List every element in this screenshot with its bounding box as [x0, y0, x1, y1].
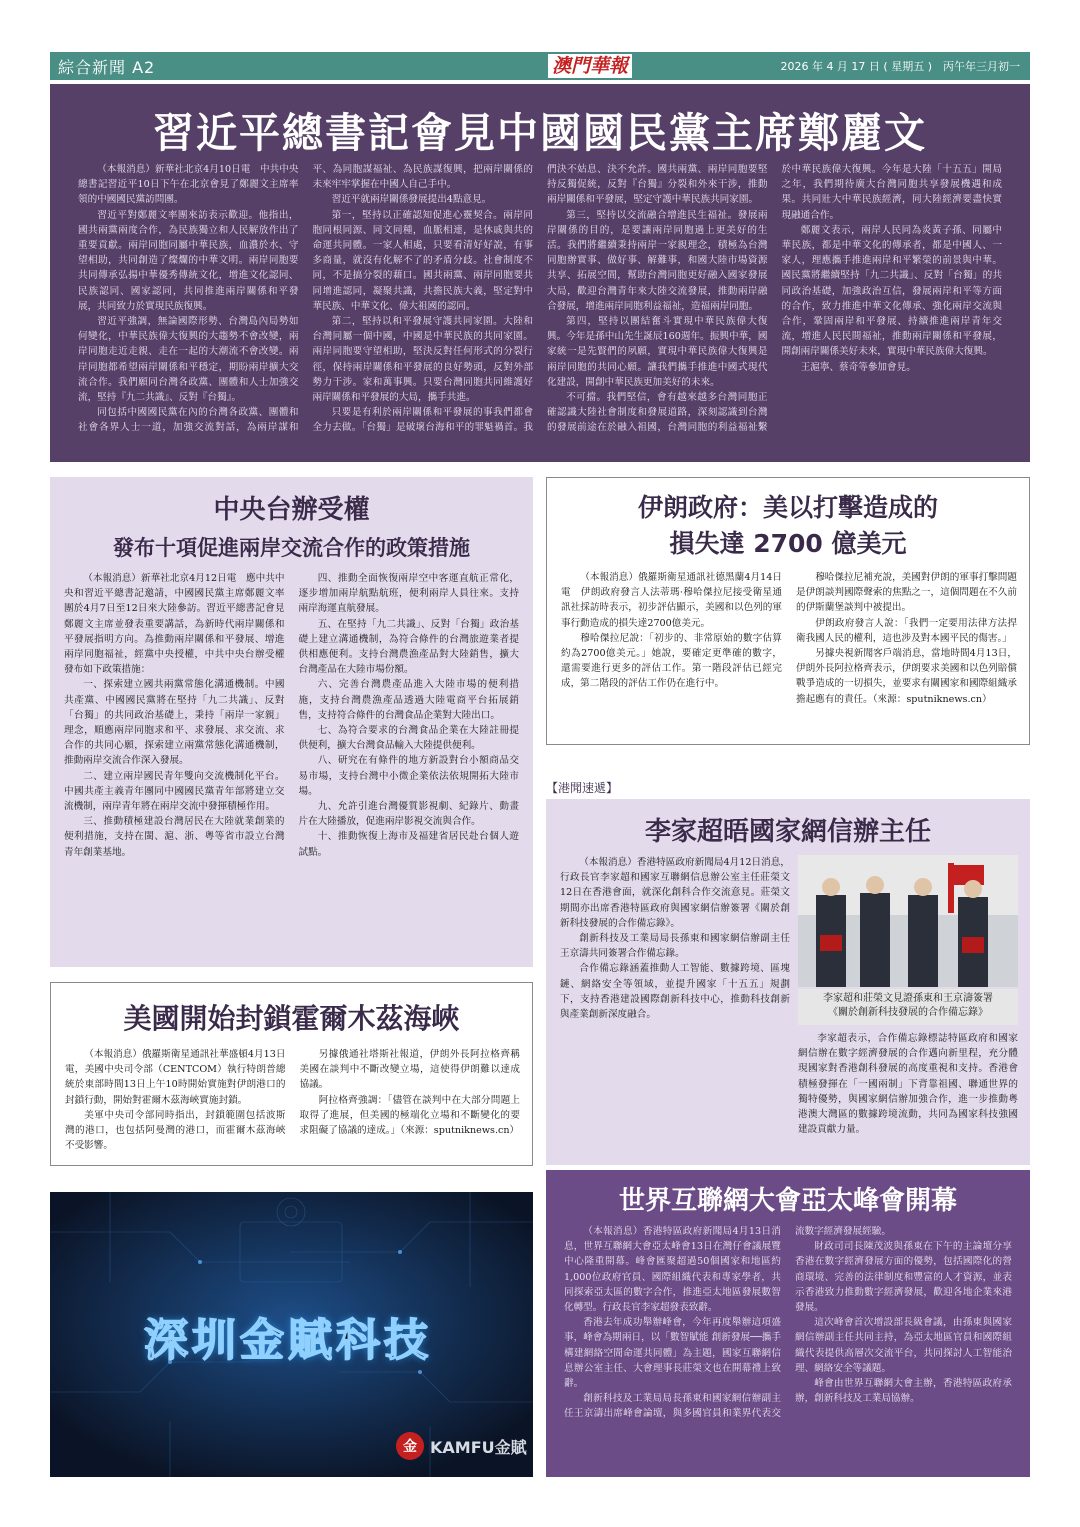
- signing-photo: [798, 855, 1018, 987]
- paragraph: （本報消息）香港特區政府新聞局4月13日消息，世界互聯網大會亞太峰會13日在灣仔會議展覽中心隆重開幕。峰會匯聚超過50個國家和地區約1,000位政府官員、國際組織代表和專家學者，共同探索亞太區的數字合作，推進亞太地區發展數智化轉型。行政長官李家超發表致辭。: [564, 1226, 781, 1314]
- paragraph: 八、研究在有條件的地方新設對台小額商品交易市場，支持台灣中小微企業依法依規開拓大陸市場。: [298, 755, 519, 797]
- hormuz-article: [50, 982, 533, 1166]
- advertisement: [50, 1192, 533, 1477]
- taiwan-subheadline: 發布十項促進兩岸交流合作的政策措施: [113, 536, 470, 560]
- hk-body: [560, 855, 790, 1157]
- top-story: [50, 84, 1030, 462]
- paragraph: 第二，堅持以和平發展守護共同家園。大陸和台灣同屬一個中國，中國是中華民族的共同家園。兩岸同胞要守望相助，堅決反對任何形式的分裂行徑，保持兩岸關係和平發展的良好勢頭，反對外部勢力干涉。家和萬事興。只要台灣同胞共同維護好兩岸關係和平發展的大局，攜手共進。: [312, 316, 533, 404]
- taiwan-headline: 中央台辦受權: [213, 495, 370, 525]
- paragraph: 三、推動積極建設台灣居民在大陸就業創業的便利措施，支持在閩、滬、浙、粵等省市設立台灣青年創業基地。: [64, 816, 285, 858]
- paragraph: 四、推動全面恢復兩岸空中客運直航正常化，逐步增加兩岸航點航班，便利兩岸人員往來。支持兩岸海運直航發展。: [298, 573, 519, 615]
- paragraph: 伊朗政府發言人說：「我們一定要用法律方法捍衛我國人民的權利，這也涉及對本國平民的傷害。」: [796, 617, 1017, 644]
- hk-news-tag: 【港聞速遞】: [546, 781, 619, 795]
- paragraph: 一、探索建立國共兩黨常態化溝通機制。中國共產黨、中國國民黨將在堅持「九二共識」、反對「台獨」的共同政治基礎上，秉持「兩岸一家親」理念，順應兩岸同胞求和平、求發展、求交流、求合作的共同心願，探索建立兩黨常態化溝通機制，推動兩岸交流合作深入發展。: [64, 679, 285, 767]
- caption-line1: 李家超和莊榮文見證孫東和王京濤簽署: [823, 993, 993, 1004]
- paragraph: （本報消息）新華社北京4月10日電 中共中央總書記習近平10日下午在北京會見了鄭麗文主席率領的中國國民黨訪問團。: [78, 164, 299, 206]
- kamfu-logo-icon: 金: [396, 1432, 424, 1460]
- paragraph: 第四，堅持以團結奮斗實現中華民族偉大復興。今年是孫中山先生誕辰160週年。振興中華，國家統一是先賢們的夙願，實現中華民族偉大復興是兩岸同胞的共同心願。讓我們攜手推進中國式現代化建設，開創中華民族更加美好的未來。: [547, 316, 768, 388]
- paragraph: 二、建立兩岸國民青年雙向交流機制化平台。中國共產主義青年團同中國國民黨青年部將建立交流機制，兩岸青年將在兩岸交流中發揮積極作用。: [64, 770, 285, 813]
- signing-photo-graphic: [798, 855, 1018, 987]
- paragraph: 習近平強調，無論國際形勢、台灣島內局勢如何變化，中華民族偉大復興的大趨勢不會改變，兩岸同胞走近走親、走在一起的大潮流不會改變。兩岸同胞都希望兩岸關係和平穩定，期盼兩岸擴大交流合作。我們願同台灣各政黨、團體和人士加強交流，堅持『九二共識』、反對『台獨』。: [78, 316, 299, 404]
- paragraph: 六、完善台灣農產品進入大陸市場的便利措施，支持台灣農漁產品透過大陸電商平台拓展銷售，支持符合條件的台灣食品企業對大陸出口。: [298, 679, 519, 721]
- hk-article: [546, 799, 1030, 1165]
- paragraph: 穆哈傑拉尼補充說，美國對伊朗的軍事打擊問題是伊朗談判國際聲索的焦點之一，這個問題在不久前的伊斯蘭堡談判中被提出。: [796, 572, 1017, 614]
- paragraph: 同包括中國國民黨在內的台灣各政黨、團體和社會各界人士一道，加強交流對話，為兩岸謀和平、為同胞謀福祉、為民族謀復興，把兩岸關係的未來牢牢掌握在中國人自己手中。: [78, 164, 533, 434]
- paragraph: 峰會由世界互聯網大會主辦，香港特區政府承辦，創新科技及工業局協辦。: [795, 1378, 1012, 1405]
- ad-title: 深圳金賦科技: [144, 1315, 432, 1366]
- paragraph: 習近平對鄭麗文率團來訪表示歡迎。他指出，國共兩黨兩度合作，為民族獨立和人民解放作出了重要貢獻。兩岸同胞同屬中華民族，血濃於水、守望相助，共同創造了燦爛的中華文明。兩岸同胞要共同傳承弘揚中華優秀傳統文化，增進文化認同、民族認同、國家認同，共同推進兩岸關係和平發展，共同致力於實現民族復興。: [78, 209, 299, 312]
- hk-body-right: [798, 1031, 1018, 1159]
- paragraph: 美軍中央司令部同時指出，封鎖範圍包括波斯灣的港口，也包括阿曼灣的港口，而霍爾木茲海峽不受影響。: [65, 1109, 286, 1152]
- paragraph: 習近平就兩岸關係發展提出4點意見。: [331, 194, 492, 206]
- wic-body: [564, 1224, 1012, 1472]
- hormuz-body: [65, 1047, 520, 1159]
- paragraph: 創新科技及工業局局長孫東和國家網信辦副主任王京濤出席峰會論壇，與多國官員和業界代表交流數字經濟發展經驗。: [564, 1226, 891, 1420]
- paragraph: （本報消息）香港特區政府新聞局4月12日消息，行政長官李家超和國家互聯網信息辦公室主任莊榮文12日在香港會面，就深化創科合作交流意見。莊榮文期間亦出席香港特區政府與國家網信辦簽署《關於創新科技發展的合作備忘錄》。: [560, 857, 790, 929]
- wic-headline: 世界互聯網大會亞太峰會開幕: [618, 1186, 957, 1216]
- paragraph: 鄭麗文表示，兩岸人民同為炎黃子孫、同屬中華民族，都是中華文化的傳承者，都是中國人、一家人，理應攜手推進兩岸和平繁榮的前景與中華。國民黨將繼續堅持「九二共識」、反對「台獨」的共同政治基礎，加強政治互信，發展兩岸和平等方面的合作，致力推進中華文化傳承、強化兩岸交流與合作，鞏固兩岸和平發展、持續推進兩岸青年交流，增進人民民間福祉，推動兩岸關係和平發展，開創兩岸關係美好未來，實現中華民族偉大復興。: [781, 224, 1002, 358]
- paragraph: （本報消息）俄羅斯衛星通訊社德黑蘭4月14日電 伊朗政府發言人法蒂瑪·穆哈傑拉尼接受衛星通訊社採訪時表示，初步評估顯示，美國和以色列的軍事行動造成的損失達2700億美元。: [561, 572, 782, 629]
- top-story-headline: 習近平總書記會見中國國民黨主席鄭麗文: [153, 109, 927, 157]
- paragraph: （本報消息）俄羅斯衛星通訊社華盛頓4月13日電，美國中央司令部（CENTCOM）執行特朗普總統於東部時間13日上午10時開始實施對伊朗港口的封鎖行動，開始對霍爾木茲海峽實施封鎖。: [65, 1049, 286, 1106]
- wic-article: [546, 1170, 1030, 1477]
- iran-headline: [547, 490, 1029, 562]
- masthead: [50, 52, 1030, 80]
- taiwan-article: [50, 477, 533, 967]
- photo-caption: [798, 989, 1018, 1025]
- paragraph: 合作備忘錄涵蓋推動人工智能、數據跨境、區塊鏈、網絡安全等領域，並提升國家「十五五」規劃下，支持香港建設國際創新科技中心，推動科技創新與產業創新深度融合。: [560, 963, 790, 1021]
- paragraph: 李家超表示，合作備忘錄標誌特區政府和國家網信辦在數字經濟發展的合作邁向新里程，充分體現國家對香港創科發展的高度重視和支持。香港會積極發揮在「一國兩制」下背靠祖國、聯通世界的獨特優勢，與國家網信辦加強合作，進一步推動粵港澳大灣區的數據跨境流動，共同為國家科技強國建設貢獻力量。: [798, 1033, 1018, 1136]
- paragraph: 另據央視新聞客戶端消息，當地時間4月13日，伊朗外長阿拉格齊表示，伊朗要求美國和以色列賠償戰爭造成的一切損失，並要求有關國家和國際組織承擔起應有的責任。（來源：sputniknews.cn）: [796, 648, 1017, 705]
- paragraph: 第三，堅持以交流融合增進民生福祉。發展兩岸關係的目的，是要讓兩岸同胞過上更美好的生活。我們將繼續秉持兩岸一家親理念，積極為台灣同胞辦實事、做好事、解難事，和國大陸市場資源共享、拓展空間，幫助台灣同胞更好融入國家發展大局，歡迎台灣青年來大陸交流發展，推動兩岸融合發展，增進兩岸同胞利益福祉，造福兩岸同胞。: [547, 209, 768, 312]
- paragraph: 另據俄通社塔斯社報道，伊朗外長阿拉格齊稱美國在談判中不斷改變立場，這使得伊朗難以達成協議。: [299, 1049, 520, 1091]
- paragraph: （本報消息）新華社北京4月12日電 應中共中央和習近平總書記邀請，中國國民黨主席鄭麗文率團於4月7日至12日來大陸參訪。習近平總書記會見鄭麗文主席並發表重要講話，為新時代兩岸關係和平發展指明方向。為推動兩岸關係和平發展、增進兩岸同胞福祉，經黨中央授權，中共中央台辦受權發布如下政策措施：: [64, 573, 285, 676]
- paragraph: 十、推動恢復上海市及福建省居民赴台個人遊試點。: [298, 831, 519, 858]
- caption-line2: 《關於創新科技發展的合作備忘錄》: [828, 1007, 988, 1018]
- paragraph: 這次峰會首次增設部長級會議，由孫東與國家網信辦副主任共同主持，為亞太地區官員和國際組織代表提供高層次交流平台，共同探討人工智能治理、網絡安全等議題。: [795, 1317, 1012, 1374]
- paragraph: 七、為符合要求的台灣食品企業在大陸註冊提供便利，擴大台灣食品輸入大陸提供便利。: [298, 725, 519, 752]
- paragraph: 五、在堅持「九二共識」、反對「台獨」政治基礎上建立溝通機制，為符合條件的台灣旅遊業者提供相應便利。支持台灣農漁產品對大陸銷售，擴大台灣產品在大陸市場份額。: [298, 618, 519, 676]
- paragraph: 九、允許引進台灣優質影視劇、紀錄片、動畫片在大陸播放，促進兩岸影視交流與合作。: [298, 801, 519, 828]
- ad-brand: [396, 1432, 527, 1460]
- section-label: 綜合新聞 A2: [58, 57, 156, 77]
- paragraph: 阿拉格齊強調：「儘管在談判中在大部分問題上取得了進展，但美國的極端化立場和不斷變化的要求阻礙了協議的達成。」（來源：sputniknews.cn）: [299, 1094, 520, 1137]
- hk-headline: 李家超晤國家網信辦主任: [644, 817, 931, 847]
- ad-brand-name: KAMFU金賦: [430, 1437, 527, 1457]
- paragraph: 創新科技及工業局局長孫東和國家網信辦副主任王京濤共同簽署合作備忘錄。: [560, 933, 790, 960]
- iran-body: [561, 570, 1017, 740]
- taiwan-body: [64, 571, 519, 957]
- top-story-body: [78, 162, 1002, 452]
- paragraph: 只要是有利於兩岸關係和平發展的事我們都會全力去做。「台獨」是破壞台海和平的罪魁禍首。我們決不姑息、決不允許。國共兩黨、兩岸同胞要堅持反獨促統，反對『台獨』分裂和外來干涉，推動兩岸關係和平發展，堅定守護中華民族共同家園。: [312, 164, 768, 434]
- iran-headline-line2: 損失達 2700 億美元: [669, 529, 907, 558]
- iran-article: [546, 477, 1030, 745]
- hormuz-headline: 美國開始封鎖霍爾木茲海峽: [123, 1002, 460, 1035]
- paragraph: 穆哈傑拉尼說：「初步的、非常原始的數字估算約為2700億美元。」她說，要確定更準確的數字，還需要進行更多的評估工作。第一階段評估已經完成，第二階段的評估工作仍在進行中。: [561, 632, 782, 690]
- newspaper-logo: 澳門華報: [548, 54, 632, 78]
- paragraph: 不可擋。我們堅信，會有越來越多台灣同胞正確認識大陸社會制度和發展道路，深刻認識到台灣的發展前途在於融入祖國，台灣同胞的利益福祉繫於中華民族偉大復興。今年是大陸「十五五」開局之年，我們期待廣大台灣同胞共享發展機遇和成果。共同壯大中華民族經濟，同大陸經濟要盡快實現融通合作。: [547, 164, 1002, 434]
- issue-date: 2026 年 4 月 17 日 ( 星期五 ) 丙午年三月初一: [780, 60, 1020, 73]
- iran-headline-line1: 伊朗政府：美以打擊造成的: [637, 493, 938, 522]
- paragraph: 香港去年成功舉辦峰會，今年再度舉辦這項盛事，峰會為期兩日，以「數智賦能 創新發展──攜手構建網絡空間命運共同體」為主題，國家互聯網信息辦公室主任、大會理事長莊榮文也在開幕禮上致辭。: [564, 1317, 781, 1390]
- paragraph: 第一，堅持以正確認知促進心靈契合。兩岸同胞同根同源、同文同種，血脈相連，是休戚與共的命運共同體。一家人相處，只要看清好好說，有事多商量，就沒有化解不了的矛盾分歧。社會制度不同，不是搞分裂的藉口。國共兩黨、兩岸同胞要共同增進認同，凝聚共識，共擔民族大義，堅定對中華民族、中華文化、偉大祖國的認同。: [312, 209, 533, 312]
- paragraph: 財政司司長陳茂波與孫東在下午的主論壇分享香港在數字經濟發展方面的優勢，包括國際化的營商環境、完善的法律制度和豐富的人才資源，並表示香港致力推動數字經濟發展，歡迎各地企業來港發展。: [795, 1241, 1012, 1314]
- paragraph: 王滬寧、蔡奇等參加會見。: [800, 361, 916, 373]
